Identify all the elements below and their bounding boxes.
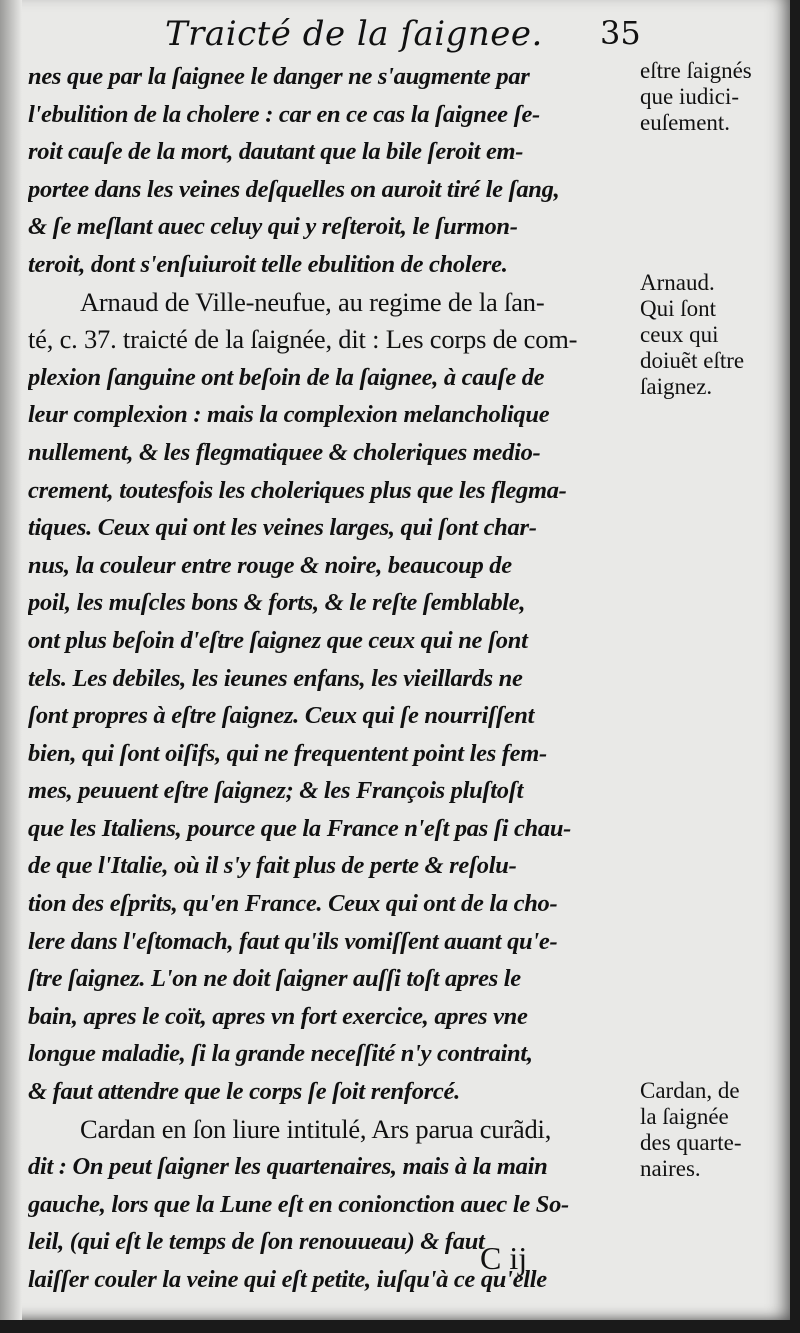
text-line: té, c. 37. traicté de la ſaignée, dit : Les corps de com- <box>28 324 578 355</box>
margin-note-line: la ſaignée <box>640 1104 729 1129</box>
text-line: & faut attendre que le corps ſe ſoit renforcé. <box>28 1078 460 1106</box>
text-line: ſtre ſaignez. L'on ne doit ſaigner auſſi toſt apres le <box>28 965 521 993</box>
text-line: nullement, & les flegmatiquee & choleriques medio- <box>28 438 541 466</box>
text-line: tels. Les debiles, les ieunes enfans, les vieillards ne <box>28 664 523 692</box>
text-line: nes que par la ſaignee le danger ne s'augmente par <box>28 63 530 90</box>
margin-note-line: Qui ſont <box>640 296 717 321</box>
text-line: leur complexion : mais la complexion melancholique <box>28 401 550 429</box>
margin-note-cardan <box>640 1078 790 1182</box>
margin-note-arnaud <box>640 270 790 400</box>
margin-note-line: doiuẽt eſtre <box>640 348 745 373</box>
margin-note-line: Arnaud. <box>640 270 715 295</box>
margin-note-line: naires. <box>640 1156 701 1181</box>
text-line: lere dans l'eſtomach, faut qu'ils vomiſſent auant qu'e- <box>28 927 558 955</box>
margin-notes <box>640 0 790 1320</box>
text-line: teroit, dont s'enſuiuroit telle ebulition de cholere. <box>28 250 508 278</box>
text-line: ont plus beſoin d'eſtre ſaignez que ceux qui ne ſont <box>28 626 528 654</box>
margin-note-saignee-iudicieusement <box>640 58 790 136</box>
text-line: Cardan en ſon liure intitulé, Ars parua curãdi, <box>80 1113 552 1144</box>
text-line: gauche, lors que la Lune eſt en conionction auec le So- <box>28 1190 569 1218</box>
margin-note-line: euſement. <box>640 110 731 135</box>
text-line: de que l'Italie, où il s'y fait plus de perte & reſolu- <box>28 852 517 880</box>
margin-note-line: eſtre ſaignés <box>640 58 752 83</box>
page-gutter <box>0 0 22 1320</box>
text-line: dit : On peut ſaigner les quartenaires, mais à la main <box>28 1153 548 1181</box>
signature-mark: C ij <box>480 1240 528 1276</box>
text-line: Arnaud de Ville-neufue, au regime de la ſan- <box>80 286 545 317</box>
text-line: tion des eſprits, qu'en France. Ceux qui ont de la cho- <box>28 890 558 918</box>
text-line: mes, peuuent eſtre ſaignez; & les François pluſtoſt <box>28 777 524 805</box>
text-line: & ſe meſlant auec celuy qui y reſteroit, le ſurmon- <box>28 213 518 241</box>
text-line: roit cauſe de la mort, dautant que la bile ſeroit em- <box>28 138 524 166</box>
margin-note-line: Cardan, de <box>640 1078 740 1103</box>
text-line: l'ebulition de la cholere : car en ce cas la ſaignee ſe- <box>28 100 540 128</box>
text-line: crement, toutesfois les choleriques plus que les flegma- <box>28 476 567 504</box>
text-line: bain, apres le coït, apres vn fort exercice, apres vne <box>28 1002 528 1030</box>
text-line: laiſſer couler la veine qui eſt petite, iuſqu'à ce qu'elle <box>28 1266 547 1293</box>
text-line: plexion ſanguine ont beſoin de la ſaignee, à cauſe de <box>28 363 545 391</box>
margin-note-line: des quarte- <box>640 1130 742 1155</box>
text-line: ſont propres à eſtre ſaignez. Ceux qui ſe nourriſſent <box>28 702 535 730</box>
body-text <box>28 58 658 1299</box>
text-line: tiques. Ceux qui ont les veines larges, qui ſont char- <box>28 514 537 542</box>
text-line: longue maladie, ſi la grande neceſſité n'y contraint, <box>28 1040 533 1068</box>
margin-note-line: que iudici- <box>640 84 739 109</box>
text-line: leil, (qui eſt le temps de ſon renouueau) & faut <box>28 1228 485 1256</box>
text-line: portee dans les veines deſquelles on auroit tiré le ſang, <box>28 175 560 203</box>
page-number: 35 <box>600 14 641 52</box>
text-line: poil, les muſcles bons & forts, & le reſte ſemblable, <box>28 589 526 617</box>
text-line: nus, la couleur entre rouge & noire, beaucoup de <box>28 551 512 579</box>
text-line: bien, qui ſont oiſifs, qui ne frequentent point les fem- <box>28 739 547 767</box>
running-title: Traicté de la ſaignee. <box>165 14 543 54</box>
text-line: que les Italiens, pource que la France n'eſt pas ſi chau- <box>28 814 572 842</box>
margin-note-line: ſaignez. <box>640 374 713 399</box>
margin-note-line: ceux qui <box>640 322 719 347</box>
running-head <box>150 14 660 62</box>
